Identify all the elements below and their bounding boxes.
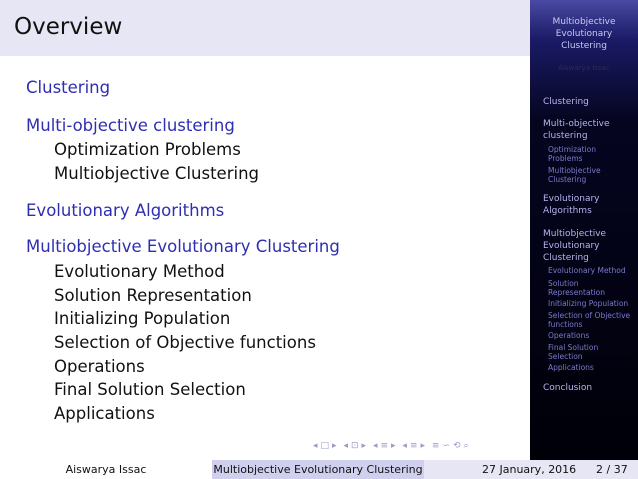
sidebar-item-selection-of-objective-functions[interactable] xyxy=(548,312,636,329)
nav-back-icon[interactable]: ∽ xyxy=(442,441,451,451)
sidebar-section-label: Multiobjective xyxy=(543,229,607,239)
outline-item-operations[interactable]: Operations xyxy=(54,357,145,376)
nav-next-subsection-icon[interactable]: ▸ xyxy=(361,441,368,451)
sidebar-item-label: Problems xyxy=(548,153,583,163)
sidebar-title-line: Multiobjective xyxy=(552,17,616,27)
sidebar-section-label: Conclusion xyxy=(543,383,593,393)
sidebar-section-clustering[interactable] xyxy=(543,96,635,108)
outline-section-clustering[interactable]: Clustering xyxy=(26,78,111,97)
sidebar-item-applications[interactable] xyxy=(548,364,636,373)
sidebar-title-line: Clustering xyxy=(561,41,607,51)
outline-item-final-solution-selection[interactable]: Final Solution Selection xyxy=(54,380,246,399)
sidebar-item-label: Final Solution xyxy=(548,343,599,352)
outline-section-evolutionary-algorithms[interactable]: Evolutionary Algorithms xyxy=(26,201,225,220)
nav-prev-doc-icon[interactable]: ◂ xyxy=(402,441,408,451)
sidebar-item-operations[interactable] xyxy=(548,332,636,341)
sidebar-item-initializing-population[interactable] xyxy=(548,300,636,309)
outline-item-solution-representation[interactable]: Solution Representation xyxy=(54,286,252,305)
nav-prev-section-icon[interactable]: ◂ xyxy=(372,441,379,451)
nav-frame-icon[interactable]: □ xyxy=(320,441,331,451)
sidebar-author: Aiswarya Issac xyxy=(558,64,610,72)
nav-doc-icon[interactable]: ≡ xyxy=(409,441,419,451)
sidebar-item-final-solution-selection[interactable] xyxy=(548,344,636,361)
sidebar-section-label: clustering xyxy=(543,131,588,141)
outline-item-evolutionary-method[interactable]: Evolutionary Method xyxy=(54,262,225,281)
nav-next-frame-icon[interactable]: ▸ xyxy=(332,441,338,451)
outline-item-applications[interactable]: Applications xyxy=(54,404,155,423)
outline-section-multi-objective-clustering[interactable]: Multi-objective clustering xyxy=(26,116,235,135)
footer-date-page xyxy=(424,460,638,479)
nav-forward-icon[interactable]: ⟲ xyxy=(453,441,462,451)
slide-title: Overview xyxy=(14,14,123,40)
footer-title: Multiobjective Evolutionary Clustering xyxy=(212,460,424,479)
sidebar-item-label: Optimization xyxy=(548,145,596,154)
sidebar-item-label: Evolutionary Method xyxy=(548,266,626,275)
nav-prev-subsection-icon[interactable]: ◂ xyxy=(343,441,349,451)
footer-author: Aiswarya Issac xyxy=(0,460,212,479)
title-bar xyxy=(0,0,530,56)
sidebar-section-label: Evolutionary xyxy=(543,194,600,204)
sidebar-section-label: Clustering xyxy=(543,97,589,107)
outline-item-optimization-problems[interactable]: Optimization Problems xyxy=(54,140,241,159)
sidebar-section-evolutionary-algorithms[interactable] xyxy=(543,193,635,217)
sidebar-item-label: Selection of Objective xyxy=(548,311,631,320)
sidebar-item-optimization-problems[interactable] xyxy=(548,146,636,163)
sidebar-item-label: Representation xyxy=(548,287,605,297)
nav-prev-frame-icon[interactable]: ◂ xyxy=(313,441,319,451)
nav-search-icon[interactable]: ⌕ xyxy=(463,441,470,451)
sidebar-section-conclusion[interactable] xyxy=(543,382,635,394)
sidebar-item-label: functions xyxy=(548,319,583,329)
sidebar-item-label: Multiobjective xyxy=(548,166,601,175)
sidebar-section-multi-objective-clustering[interactable] xyxy=(543,118,635,142)
sidebar-item-label: Applications xyxy=(548,363,594,372)
outline-item-initializing-population[interactable]: Initializing Population xyxy=(54,309,231,328)
footer xyxy=(0,460,638,479)
nav-subsection-icon[interactable]: ⊡ xyxy=(350,441,360,451)
sidebar-item-label: Clustering xyxy=(548,174,587,184)
sidebar-item-label: Selection xyxy=(548,351,583,361)
sidebar-item-label: Operations xyxy=(548,331,590,340)
outline-item-selection-of-objective-functions[interactable]: Selection of Objective functions xyxy=(54,333,316,352)
sidebar-item-label: Initializing Population xyxy=(548,299,629,308)
nav-section-icon[interactable]: ≡ xyxy=(380,441,390,451)
sidebar-item-evolutionary-method[interactable] xyxy=(548,267,636,276)
sidebar xyxy=(530,0,638,460)
sidebar-item-multiobjective-clustering[interactable] xyxy=(548,167,636,184)
sidebar-section-label: Algorithms xyxy=(543,206,592,216)
sidebar-item-solution-representation[interactable] xyxy=(548,280,636,297)
outline-section-moec[interactable]: Multiobjective Evolutionary Clustering xyxy=(26,237,340,256)
sidebar-section-label: Evolutionary xyxy=(543,241,600,251)
footer-page-number: 2 / 37 xyxy=(596,463,628,476)
nav-next-section-icon[interactable]: ▸ xyxy=(391,441,397,451)
nav-next-doc-icon[interactable]: ▸ xyxy=(420,441,427,451)
outline-item-multiobjective-clustering[interactable]: Multiobjective Clustering xyxy=(54,164,260,183)
nav-appendix-icon[interactable]: ≡ xyxy=(431,441,441,451)
sidebar-section-label: Multi-objective xyxy=(543,119,610,129)
sidebar-section-moec[interactable] xyxy=(543,228,635,264)
navigation-symbols xyxy=(313,441,472,455)
sidebar-section-label: Clustering xyxy=(543,253,589,263)
footer-date: 27 January, 2016 xyxy=(482,463,577,476)
sidebar-item-label: Solution xyxy=(548,279,579,288)
sidebar-title-line: Evolutionary xyxy=(555,29,613,39)
